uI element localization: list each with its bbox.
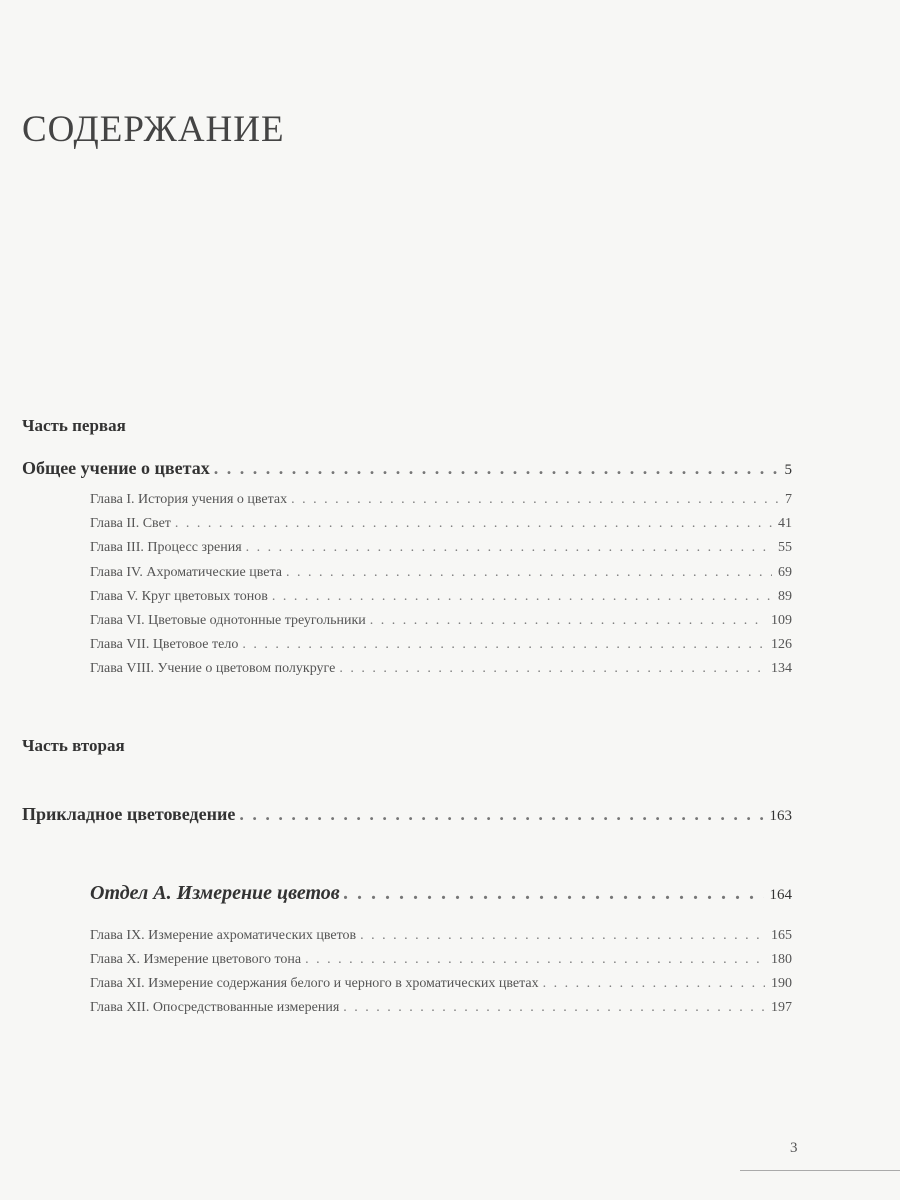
- toc-entry-label: Прикладное цветоведение: [22, 804, 236, 824]
- toc-page-number: 89: [778, 588, 792, 604]
- dot-leader: [360, 928, 765, 944]
- toc-page-number: 165: [771, 928, 792, 943]
- page-number: 3: [790, 1140, 798, 1156]
- toc-entry-chapter[interactable]: [90, 516, 792, 532]
- toc-page-number: 164: [769, 887, 792, 903]
- toc-entry-label: Глава V. Круг цветовых тонов: [90, 588, 268, 604]
- toc-page-number: 197: [771, 1000, 792, 1015]
- toc-entry-label: Общее учение о цветах: [22, 458, 210, 478]
- toc-entry-label: Глава II. Свет: [90, 516, 171, 532]
- part-heading: Часть вторая: [22, 736, 125, 755]
- toc-entry-main[interactable]: [22, 458, 792, 479]
- part-heading: Часть первая: [22, 416, 126, 435]
- toc-page-number: 190: [771, 976, 792, 991]
- footer-rule: [740, 1170, 900, 1171]
- toc-entry-label: Глава XII. Опосредствованные измерения: [90, 1000, 340, 1015]
- toc-entry-label: Глава VI. Цветовые однотонные треугольники: [90, 613, 366, 628]
- toc-entry-chapter[interactable]: [90, 661, 792, 677]
- dot-leader: [272, 589, 772, 605]
- dot-leader: [343, 1000, 765, 1016]
- dot-leader: [214, 458, 779, 479]
- toc-page-number: 180: [771, 952, 792, 967]
- toc-entry-label: Глава X. Измерение цветового тона: [90, 952, 302, 967]
- toc-entry-chapter[interactable]: [90, 976, 792, 992]
- toc-entry-chapter[interactable]: [90, 952, 792, 968]
- toc-entry-chapter[interactable]: [90, 589, 792, 605]
- toc-page-number: 109: [771, 613, 792, 628]
- dot-leader: [242, 637, 765, 653]
- toc-entry-chapter[interactable]: [90, 928, 792, 944]
- toc-entry-chapter[interactable]: [90, 637, 792, 653]
- dot-leader: [239, 804, 763, 825]
- toc-entry-label: Глава IV. Ахроматические цвета: [90, 564, 282, 580]
- toc-entry-main[interactable]: [22, 804, 792, 825]
- dot-leader: [344, 882, 764, 905]
- toc-entry-chapter[interactable]: [90, 613, 792, 629]
- dot-leader: [370, 613, 765, 629]
- toc-page-number: 55: [778, 540, 792, 556]
- toc-entry-chapter[interactable]: [90, 540, 792, 556]
- toc-entry-label: Отдел А. Измерение цветов: [90, 882, 340, 904]
- toc-entry-section[interactable]: [90, 882, 792, 905]
- dot-leader: [339, 661, 765, 677]
- toc-page-number: 7: [785, 492, 792, 507]
- toc-page-number: 5: [784, 462, 792, 478]
- toc-entry-label: Глава VII. Цветовое тело: [90, 637, 239, 653]
- toc-page-number: 126: [771, 637, 792, 653]
- dot-leader: [305, 952, 765, 968]
- toc-entry-label: Глава VIII. Учение о цветовом полукруге: [90, 661, 336, 677]
- toc-page-number: 41: [778, 516, 792, 532]
- dot-leader: [286, 565, 772, 581]
- dot-leader: [175, 516, 772, 532]
- toc-entry-label: Глава III. Процесс зрения: [90, 540, 242, 556]
- toc-entry-label: Глава I. История учения о цветах: [90, 492, 288, 507]
- dot-leader: [246, 540, 772, 556]
- dot-leader: [291, 492, 779, 508]
- toc-entry-chapter[interactable]: [90, 1000, 792, 1016]
- dot-leader: [543, 976, 765, 992]
- toc-entry-chapter[interactable]: [90, 492, 792, 508]
- toc-page-number: 69: [778, 564, 792, 580]
- toc-page-number: 163: [769, 808, 792, 824]
- toc-page-number: 134: [771, 661, 792, 677]
- toc-entry-chapter[interactable]: [90, 565, 792, 581]
- toc-entry-label: Глава IX. Измерение ахроматических цветов: [90, 928, 357, 943]
- page-title: СОДЕРЖАНИЕ: [22, 109, 285, 150]
- toc-entry-label: Глава XI. Измерение содержания белого и черного в хроматических цветах: [90, 976, 539, 991]
